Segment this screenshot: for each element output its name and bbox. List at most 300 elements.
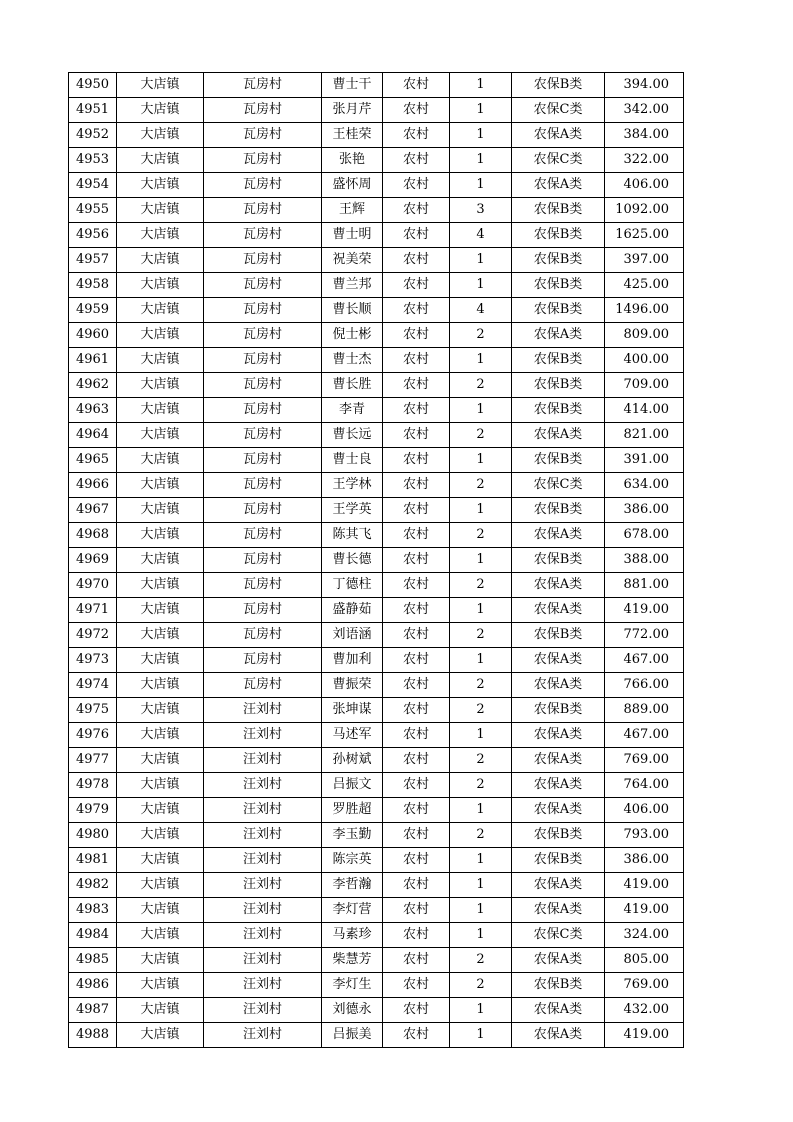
table-row [69, 123, 684, 148]
amount-cell: 805.00 [605, 948, 684, 973]
name-cell: 盛怀周 [322, 173, 383, 198]
amount-cell: 419.00 [605, 873, 684, 898]
household-count-cell: 2 [450, 673, 512, 698]
table-row [69, 148, 684, 173]
roster-body [69, 73, 684, 1048]
serial-number-cell: 4958 [69, 273, 117, 298]
household-count-cell: 1 [450, 498, 512, 523]
category-cell: 农保A类 [512, 948, 605, 973]
name-cell: 张坤谋 [322, 698, 383, 723]
area-type-cell: 农村 [383, 573, 450, 598]
serial-number-cell: 4968 [69, 523, 117, 548]
category-cell: 农保B类 [512, 273, 605, 298]
category-cell: 农保A类 [512, 523, 605, 548]
category-cell: 农保B类 [512, 698, 605, 723]
area-type-cell: 农村 [383, 373, 450, 398]
town-cell: 大店镇 [117, 548, 204, 573]
category-cell: 农保A类 [512, 723, 605, 748]
serial-number-cell: 4972 [69, 623, 117, 648]
village-cell: 汪刘村 [204, 723, 322, 748]
serial-number-cell: 4980 [69, 823, 117, 848]
table-row [69, 873, 684, 898]
name-cell: 曹振荣 [322, 673, 383, 698]
amount-cell: 467.00 [605, 723, 684, 748]
household-count-cell: 3 [450, 198, 512, 223]
town-cell: 大店镇 [117, 873, 204, 898]
amount-cell: 432.00 [605, 998, 684, 1023]
table-row [69, 823, 684, 848]
amount-cell: 406.00 [605, 798, 684, 823]
household-count-cell: 1 [450, 1023, 512, 1048]
town-cell: 大店镇 [117, 173, 204, 198]
category-cell: 农保A类 [512, 648, 605, 673]
household-count-cell: 2 [450, 623, 512, 648]
name-cell: 王桂荣 [322, 123, 383, 148]
village-cell: 瓦房村 [204, 598, 322, 623]
category-cell: 农保B类 [512, 298, 605, 323]
household-count-cell: 1 [450, 73, 512, 98]
table-row [69, 998, 684, 1023]
category-cell: 农保B类 [512, 198, 605, 223]
serial-number-cell: 4987 [69, 998, 117, 1023]
amount-cell: 425.00 [605, 273, 684, 298]
table-row [69, 1023, 684, 1048]
amount-cell: 388.00 [605, 548, 684, 573]
name-cell: 王学林 [322, 473, 383, 498]
category-cell: 农保C类 [512, 923, 605, 948]
serial-number-cell: 4960 [69, 323, 117, 348]
category-cell: 农保A类 [512, 673, 605, 698]
category-cell: 农保A类 [512, 898, 605, 923]
area-type-cell: 农村 [383, 298, 450, 323]
amount-cell: 678.00 [605, 523, 684, 548]
town-cell: 大店镇 [117, 673, 204, 698]
serial-number-cell: 4955 [69, 198, 117, 223]
area-type-cell: 农村 [383, 873, 450, 898]
serial-number-cell: 4974 [69, 673, 117, 698]
serial-number-cell: 4986 [69, 973, 117, 998]
serial-number-cell: 4952 [69, 123, 117, 148]
name-cell: 曹长远 [322, 423, 383, 448]
household-count-cell: 1 [450, 898, 512, 923]
table-row [69, 473, 684, 498]
household-count-cell: 1 [450, 148, 512, 173]
village-cell: 瓦房村 [204, 323, 322, 348]
area-type-cell: 农村 [383, 723, 450, 748]
name-cell: 马述军 [322, 723, 383, 748]
village-cell: 瓦房村 [204, 648, 322, 673]
area-type-cell: 农村 [383, 1023, 450, 1048]
village-cell: 汪刘村 [204, 948, 322, 973]
area-type-cell: 农村 [383, 273, 450, 298]
area-type-cell: 农村 [383, 623, 450, 648]
name-cell: 曹加利 [322, 648, 383, 673]
area-type-cell: 农村 [383, 248, 450, 273]
town-cell: 大店镇 [117, 823, 204, 848]
name-cell: 曹士明 [322, 223, 383, 248]
name-cell: 曹士良 [322, 448, 383, 473]
table-row [69, 373, 684, 398]
serial-number-cell: 4967 [69, 498, 117, 523]
table-row [69, 773, 684, 798]
area-type-cell: 农村 [383, 98, 450, 123]
table-row [69, 698, 684, 723]
village-cell: 瓦房村 [204, 198, 322, 223]
household-count-cell: 1 [450, 123, 512, 148]
name-cell: 李青 [322, 398, 383, 423]
village-cell: 瓦房村 [204, 123, 322, 148]
table-row [69, 973, 684, 998]
household-count-cell: 2 [450, 948, 512, 973]
serial-number-cell: 4979 [69, 798, 117, 823]
household-count-cell: 1 [450, 598, 512, 623]
town-cell: 大店镇 [117, 648, 204, 673]
amount-cell: 386.00 [605, 848, 684, 873]
name-cell: 吕振美 [322, 1023, 383, 1048]
household-count-cell: 2 [450, 748, 512, 773]
category-cell: 农保A类 [512, 873, 605, 898]
area-type-cell: 农村 [383, 73, 450, 98]
area-type-cell: 农村 [383, 473, 450, 498]
name-cell: 盛静茹 [322, 598, 383, 623]
household-count-cell: 1 [450, 398, 512, 423]
household-count-cell: 1 [450, 448, 512, 473]
category-cell: 农保B类 [512, 548, 605, 573]
category-cell: 农保B类 [512, 73, 605, 98]
category-cell: 农保B类 [512, 248, 605, 273]
serial-number-cell: 4985 [69, 948, 117, 973]
table-row [69, 523, 684, 548]
name-cell: 李灯生 [322, 973, 383, 998]
area-type-cell: 农村 [383, 923, 450, 948]
village-cell: 汪刘村 [204, 998, 322, 1023]
table-row [69, 948, 684, 973]
serial-number-cell: 4956 [69, 223, 117, 248]
area-type-cell: 农村 [383, 773, 450, 798]
town-cell: 大店镇 [117, 248, 204, 273]
area-type-cell: 农村 [383, 973, 450, 998]
serial-number-cell: 4984 [69, 923, 117, 948]
village-cell: 瓦房村 [204, 448, 322, 473]
town-cell: 大店镇 [117, 598, 204, 623]
household-count-cell: 1 [450, 923, 512, 948]
town-cell: 大店镇 [117, 298, 204, 323]
serial-number-cell: 4969 [69, 548, 117, 573]
table-row [69, 648, 684, 673]
area-type-cell: 农村 [383, 148, 450, 173]
table-row [69, 898, 684, 923]
serial-number-cell: 4953 [69, 148, 117, 173]
area-type-cell: 农村 [383, 398, 450, 423]
area-type-cell: 农村 [383, 748, 450, 773]
household-count-cell: 1 [450, 873, 512, 898]
name-cell: 李哲瀚 [322, 873, 383, 898]
amount-cell: 419.00 [605, 598, 684, 623]
area-type-cell: 农村 [383, 898, 450, 923]
table-row [69, 723, 684, 748]
village-cell: 瓦房村 [204, 373, 322, 398]
village-cell: 瓦房村 [204, 148, 322, 173]
household-count-cell: 1 [450, 173, 512, 198]
serial-number-cell: 4950 [69, 73, 117, 98]
town-cell: 大店镇 [117, 698, 204, 723]
table-row [69, 448, 684, 473]
town-cell: 大店镇 [117, 573, 204, 598]
area-type-cell: 农村 [383, 323, 450, 348]
village-cell: 瓦房村 [204, 423, 322, 448]
town-cell: 大店镇 [117, 773, 204, 798]
category-cell: 农保B类 [512, 623, 605, 648]
household-count-cell: 2 [450, 323, 512, 348]
village-cell: 瓦房村 [204, 673, 322, 698]
household-count-cell: 2 [450, 473, 512, 498]
town-cell: 大店镇 [117, 998, 204, 1023]
serial-number-cell: 4951 [69, 98, 117, 123]
town-cell: 大店镇 [117, 123, 204, 148]
table-row [69, 748, 684, 773]
town-cell: 大店镇 [117, 923, 204, 948]
household-count-cell: 4 [450, 223, 512, 248]
village-cell: 瓦房村 [204, 473, 322, 498]
serial-number-cell: 4976 [69, 723, 117, 748]
table-row [69, 248, 684, 273]
area-type-cell: 农村 [383, 798, 450, 823]
category-cell: 农保B类 [512, 398, 605, 423]
amount-cell: 881.00 [605, 573, 684, 598]
amount-cell: 414.00 [605, 398, 684, 423]
category-cell: 农保B类 [512, 973, 605, 998]
town-cell: 大店镇 [117, 448, 204, 473]
amount-cell: 397.00 [605, 248, 684, 273]
table-row [69, 273, 684, 298]
area-type-cell: 农村 [383, 498, 450, 523]
town-cell: 大店镇 [117, 798, 204, 823]
village-cell: 汪刘村 [204, 823, 322, 848]
household-count-cell: 1 [450, 648, 512, 673]
household-count-cell: 1 [450, 848, 512, 873]
amount-cell: 400.00 [605, 348, 684, 373]
area-type-cell: 农村 [383, 598, 450, 623]
table-row [69, 98, 684, 123]
serial-number-cell: 4971 [69, 598, 117, 623]
serial-number-cell: 4962 [69, 373, 117, 398]
name-cell: 王辉 [322, 198, 383, 223]
name-cell: 罗胜超 [322, 798, 383, 823]
category-cell: 农保B类 [512, 498, 605, 523]
name-cell: 曹长德 [322, 548, 383, 573]
category-cell: 农保B类 [512, 823, 605, 848]
serial-number-cell: 4982 [69, 873, 117, 898]
amount-cell: 1496.00 [605, 298, 684, 323]
name-cell: 曹士干 [322, 73, 383, 98]
town-cell: 大店镇 [117, 398, 204, 423]
category-cell: 农保A类 [512, 1023, 605, 1048]
town-cell: 大店镇 [117, 623, 204, 648]
name-cell: 曹士杰 [322, 348, 383, 373]
town-cell: 大店镇 [117, 148, 204, 173]
household-count-cell: 4 [450, 298, 512, 323]
table-row [69, 423, 684, 448]
town-cell: 大店镇 [117, 323, 204, 348]
town-cell: 大店镇 [117, 223, 204, 248]
category-cell: 农保A类 [512, 423, 605, 448]
name-cell: 曹兰邦 [322, 273, 383, 298]
village-cell: 瓦房村 [204, 523, 322, 548]
village-cell: 瓦房村 [204, 548, 322, 573]
roster-table [68, 72, 684, 1048]
town-cell: 大店镇 [117, 498, 204, 523]
area-type-cell: 农村 [383, 548, 450, 573]
name-cell: 曹长顺 [322, 298, 383, 323]
village-cell: 汪刘村 [204, 748, 322, 773]
amount-cell: 769.00 [605, 973, 684, 998]
table-row [69, 173, 684, 198]
amount-cell: 769.00 [605, 748, 684, 773]
amount-cell: 793.00 [605, 823, 684, 848]
category-cell: 农保A类 [512, 598, 605, 623]
amount-cell: 322.00 [605, 148, 684, 173]
household-count-cell: 1 [450, 273, 512, 298]
household-count-cell: 2 [450, 573, 512, 598]
village-cell: 汪刘村 [204, 898, 322, 923]
town-cell: 大店镇 [117, 198, 204, 223]
village-cell: 瓦房村 [204, 223, 322, 248]
village-cell: 汪刘村 [204, 798, 322, 823]
category-cell: 农保A类 [512, 123, 605, 148]
household-count-cell: 2 [450, 823, 512, 848]
category-cell: 农保A类 [512, 573, 605, 598]
name-cell: 张月芹 [322, 98, 383, 123]
town-cell: 大店镇 [117, 273, 204, 298]
amount-cell: 467.00 [605, 648, 684, 673]
name-cell: 倪士彬 [322, 323, 383, 348]
name-cell: 张艳 [322, 148, 383, 173]
town-cell: 大店镇 [117, 848, 204, 873]
table-row [69, 548, 684, 573]
village-cell: 瓦房村 [204, 98, 322, 123]
amount-cell: 391.00 [605, 448, 684, 473]
household-count-cell: 1 [450, 348, 512, 373]
table-row [69, 298, 684, 323]
table-row [69, 598, 684, 623]
name-cell: 孙树斌 [322, 748, 383, 773]
area-type-cell: 农村 [383, 123, 450, 148]
area-type-cell: 农村 [383, 698, 450, 723]
table-row [69, 223, 684, 248]
name-cell: 王学英 [322, 498, 383, 523]
village-cell: 瓦房村 [204, 623, 322, 648]
village-cell: 瓦房村 [204, 248, 322, 273]
amount-cell: 419.00 [605, 898, 684, 923]
category-cell: 农保B类 [512, 848, 605, 873]
village-cell: 瓦房村 [204, 73, 322, 98]
serial-number-cell: 4970 [69, 573, 117, 598]
category-cell: 农保B类 [512, 373, 605, 398]
name-cell: 陈宗英 [322, 848, 383, 873]
area-type-cell: 农村 [383, 948, 450, 973]
table-row [69, 573, 684, 598]
category-cell: 农保C类 [512, 473, 605, 498]
area-type-cell: 农村 [383, 173, 450, 198]
household-count-cell: 1 [450, 548, 512, 573]
name-cell: 马素珍 [322, 923, 383, 948]
category-cell: 农保B类 [512, 348, 605, 373]
table-row [69, 923, 684, 948]
amount-cell: 1092.00 [605, 198, 684, 223]
area-type-cell: 农村 [383, 348, 450, 373]
village-cell: 汪刘村 [204, 923, 322, 948]
village-cell: 瓦房村 [204, 398, 322, 423]
town-cell: 大店镇 [117, 898, 204, 923]
village-cell: 瓦房村 [204, 573, 322, 598]
village-cell: 瓦房村 [204, 348, 322, 373]
serial-number-cell: 4977 [69, 748, 117, 773]
town-cell: 大店镇 [117, 948, 204, 973]
amount-cell: 764.00 [605, 773, 684, 798]
table-row [69, 848, 684, 873]
amount-cell: 342.00 [605, 98, 684, 123]
category-cell: 农保A类 [512, 323, 605, 348]
serial-number-cell: 4959 [69, 298, 117, 323]
town-cell: 大店镇 [117, 973, 204, 998]
serial-number-cell: 4988 [69, 1023, 117, 1048]
table-row [69, 198, 684, 223]
area-type-cell: 农村 [383, 848, 450, 873]
area-type-cell: 农村 [383, 223, 450, 248]
household-count-cell: 2 [450, 973, 512, 998]
table-row [69, 323, 684, 348]
area-type-cell: 农村 [383, 423, 450, 448]
village-cell: 瓦房村 [204, 173, 322, 198]
household-count-cell: 1 [450, 98, 512, 123]
table-row [69, 348, 684, 373]
name-cell: 刘语涵 [322, 623, 383, 648]
category-cell: 农保A类 [512, 748, 605, 773]
area-type-cell: 农村 [383, 998, 450, 1023]
town-cell: 大店镇 [117, 423, 204, 448]
amount-cell: 634.00 [605, 473, 684, 498]
area-type-cell: 农村 [383, 198, 450, 223]
table-row [69, 798, 684, 823]
category-cell: 农保B类 [512, 223, 605, 248]
serial-number-cell: 4966 [69, 473, 117, 498]
town-cell: 大店镇 [117, 473, 204, 498]
amount-cell: 386.00 [605, 498, 684, 523]
household-count-cell: 2 [450, 373, 512, 398]
serial-number-cell: 4981 [69, 848, 117, 873]
area-type-cell: 农村 [383, 523, 450, 548]
table-row [69, 498, 684, 523]
amount-cell: 324.00 [605, 923, 684, 948]
serial-number-cell: 4964 [69, 423, 117, 448]
table-row [69, 398, 684, 423]
town-cell: 大店镇 [117, 73, 204, 98]
village-cell: 瓦房村 [204, 298, 322, 323]
town-cell: 大店镇 [117, 373, 204, 398]
amount-cell: 384.00 [605, 123, 684, 148]
village-cell: 瓦房村 [204, 273, 322, 298]
name-cell: 祝美荣 [322, 248, 383, 273]
table-row [69, 623, 684, 648]
serial-number-cell: 4961 [69, 348, 117, 373]
amount-cell: 419.00 [605, 1023, 684, 1048]
category-cell: 农保A类 [512, 173, 605, 198]
name-cell: 陈其飞 [322, 523, 383, 548]
village-cell: 汪刘村 [204, 873, 322, 898]
town-cell: 大店镇 [117, 348, 204, 373]
area-type-cell: 农村 [383, 673, 450, 698]
amount-cell: 406.00 [605, 173, 684, 198]
